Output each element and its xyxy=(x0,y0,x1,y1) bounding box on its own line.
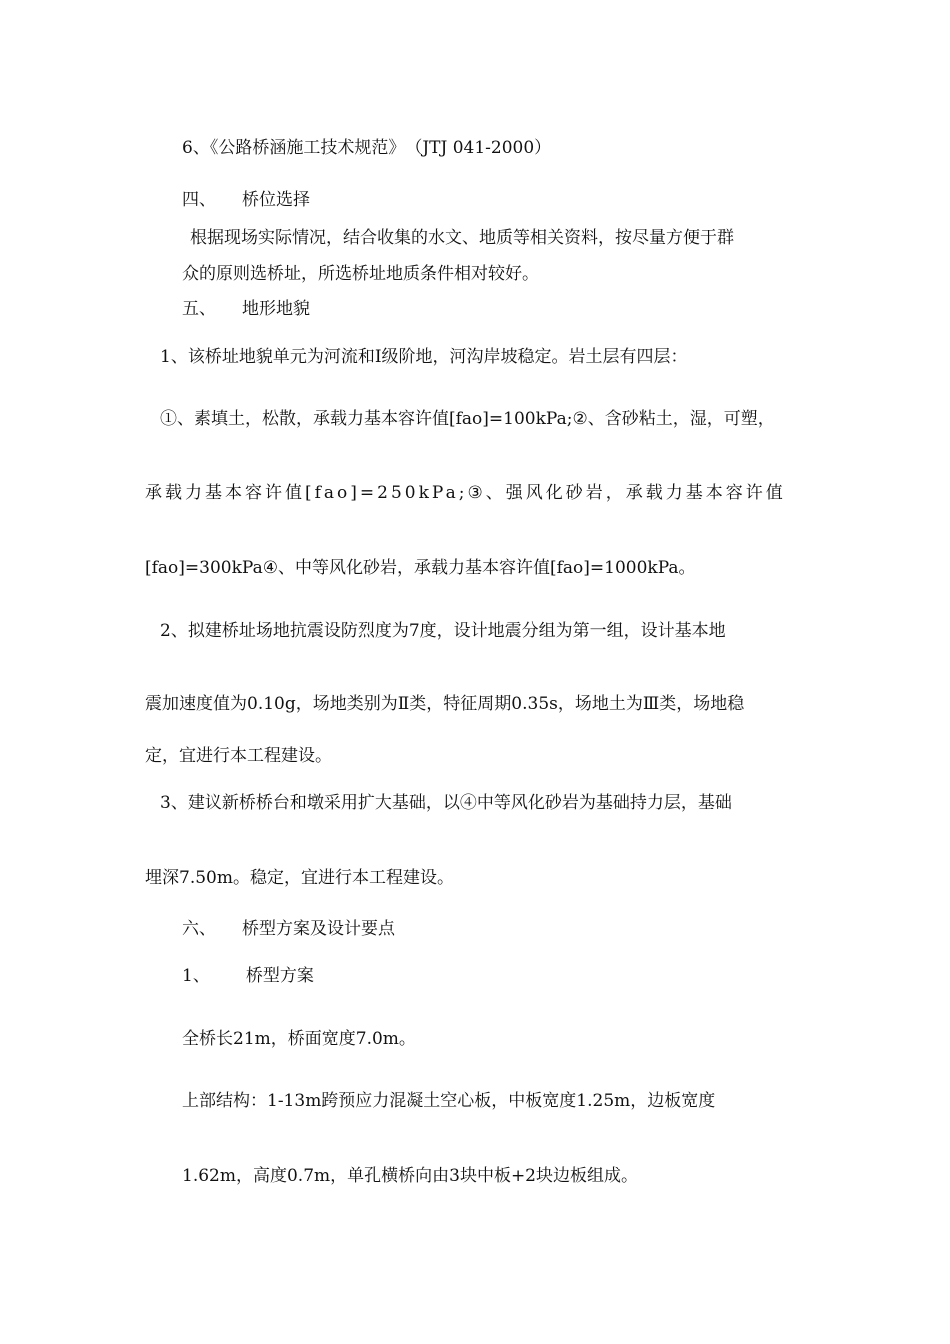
paragraph-line: 定，宜进行本工程建设。 xyxy=(145,746,332,766)
paragraph-line: ①、素填土，松散，承载力基本容许值[fao]=100kPa;②、含砂粘土，湿，可塑， xyxy=(160,409,775,429)
paragraph-line: 3、建议新桥桥台和墩采用扩大基础，以④中等风化砂岩为基础持力层，基础 xyxy=(160,793,732,813)
section-heading-4 xyxy=(182,189,310,211)
paragraph-line: 1.62m，高度0.7m，单孔横桥向由3块中板+2块边板组成。 xyxy=(182,1166,639,1186)
paragraph-line: 震加速度值为0.10g，场地类别为Ⅱ类，特征周期0.35s，场地土为Ⅲ类，场地稳 xyxy=(145,694,745,714)
paragraph-line: 埋深7.50m。稳定，宜进行本工程建设。 xyxy=(145,868,454,888)
subsection-heading-1 xyxy=(182,965,314,987)
subsection-title: 桥型方案 xyxy=(245,966,314,986)
section-number: 五、 xyxy=(182,299,216,319)
section-number: 六、 xyxy=(182,919,216,939)
paragraph-line: 上部结构：1-13m跨预应力混凝土空心板，中板宽度1.25m，边板宽度 xyxy=(182,1091,716,1111)
paragraph-line: 1、该桥址地貌单元为河流和Ⅰ级阶地，河沟岸坡稳定。岩土层有四层： xyxy=(160,347,688,367)
paragraph-line: [fao]=300kPa④、中等风化砂岩，承载力基本容许值[fao]=1000kPa。 xyxy=(145,558,696,578)
section-heading-5 xyxy=(182,298,310,320)
paragraph-line: 承载力基本容许值[fao]=250kPa;③、强风化砂岩，承载力基本容许值 xyxy=(145,483,786,503)
paragraph-line: 众的原则选桥址，所选桥址地质条件相对较好。 xyxy=(182,264,539,284)
reference-item-6: 6、《公路桥涵施工技术规范》 （JTJ 041-2000） xyxy=(182,138,552,158)
paragraph-line: 全桥长21m，桥面宽度7.0m。 xyxy=(182,1029,416,1049)
section-title: 桥型方案及设计要点 xyxy=(242,919,395,939)
section-heading-6 xyxy=(182,918,395,940)
section-title: 地形地貌 xyxy=(242,299,310,319)
section-title: 桥位选择 xyxy=(242,190,310,210)
paragraph-line: 2、拟建桥址场地抗震设防烈度为7度，设计地震分组为第一组，设计基本地 xyxy=(160,621,726,641)
section-number: 四、 xyxy=(182,190,216,210)
paragraph-line: 根据现场实际情况，结合收集的水文、地质等相关资料，按尽量方便于群 xyxy=(190,228,734,248)
subsection-number: 1、 xyxy=(182,966,210,986)
